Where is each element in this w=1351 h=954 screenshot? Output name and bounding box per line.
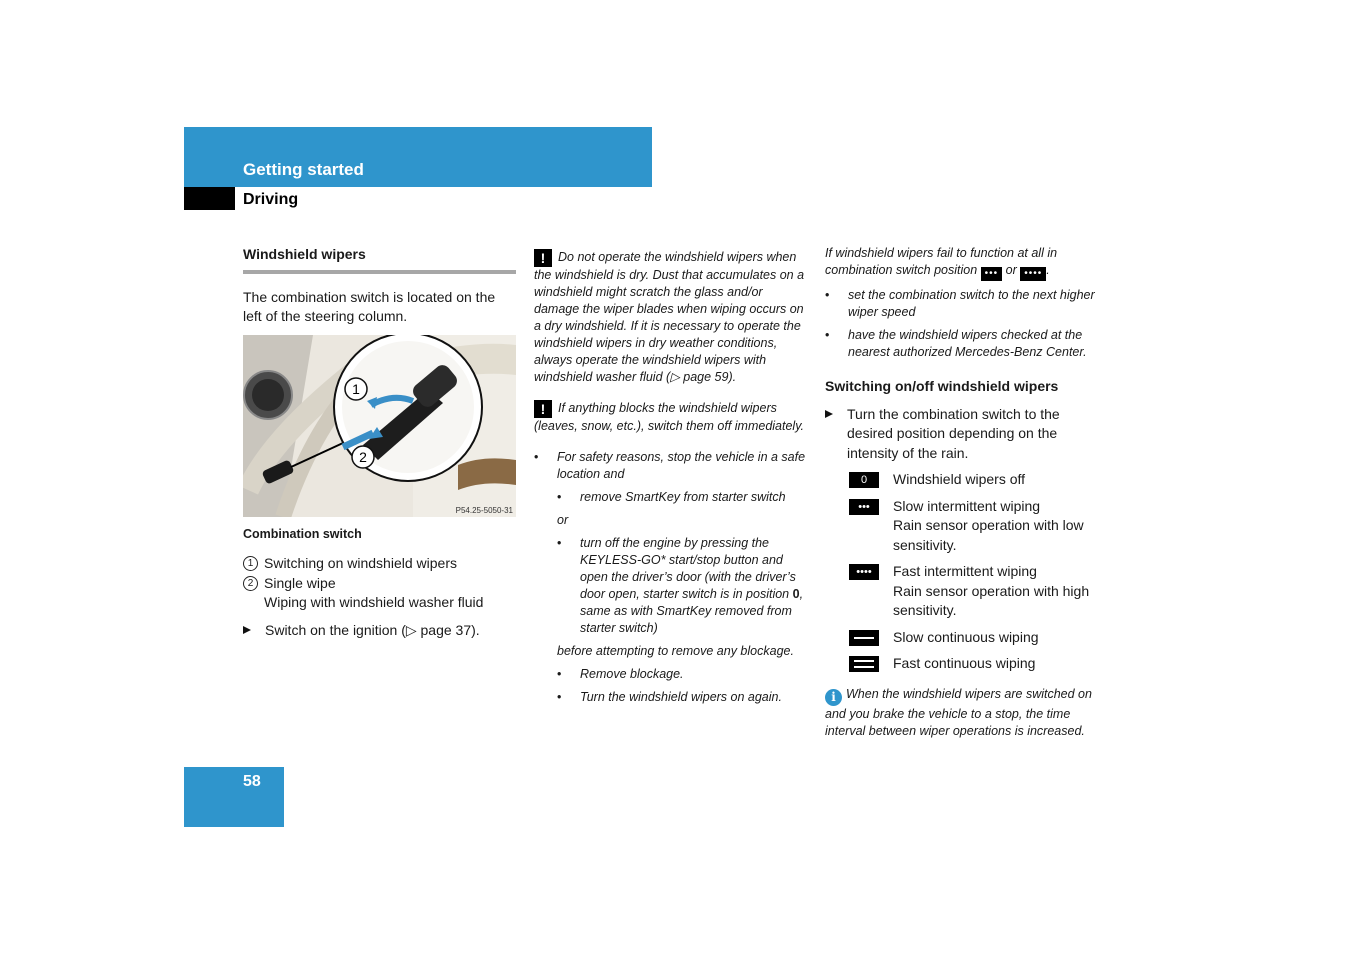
list-item-text: turn off the engine by pressing the KEYLESS-GO* start/stop button and open the driver’s door (with the driver’s door open, starter switch is in position: [580, 536, 796, 601]
warning-dry-windshield: [534, 249, 806, 386]
list-item: [557, 666, 806, 683]
column-left: [243, 245, 516, 640]
list-item-text: have the windshield wipers checked at the nearest authorized Mercedes-Benz Center.: [848, 328, 1087, 359]
bullet-icon: •: [557, 667, 562, 681]
heading-rule: [243, 270, 516, 274]
combination-switch-figure: [243, 335, 516, 517]
list-item-text: Remove blockage.: [580, 667, 684, 681]
switch-position-label: Windshield wipers off: [893, 471, 1026, 487]
warning-icon: !: [534, 249, 552, 267]
slow-intermittent-icon: •••: [981, 267, 1003, 281]
bullet-icon: •: [825, 288, 830, 302]
list-item-text: Turn the windshield wipers on again.: [580, 690, 782, 704]
page-number-box: [184, 767, 284, 827]
section-tab-marker: [184, 187, 235, 210]
list-item-text: For safety reasons, stop the vehicle in a safe location and: [557, 450, 806, 481]
figure-callout-2: 2: [359, 448, 367, 465]
bullet-icon: •: [557, 490, 562, 504]
warning-blocked-wipers: [534, 400, 806, 435]
fast-intermittent-icon: ••••: [1020, 267, 1046, 281]
list-item: [243, 574, 516, 613]
list-item: [534, 449, 806, 483]
failure-paragraph: If windshield wipers fail to function at all in combination switch position ••• or •••• .: [825, 246, 1058, 279]
switch-position-label: Slow continuous wiping: [893, 628, 1039, 645]
instruction-step: [825, 405, 1101, 464]
figure-callout-1: 1: [352, 380, 360, 397]
switch-position-row: [825, 497, 1101, 556]
info-icon: i: [825, 689, 842, 706]
subheading-switching-wipers: Switching on/off windshield wipers: [825, 378, 1059, 394]
step-text: Turn the combination switch to the desired position depending on the intensity of the rain.: [847, 405, 1060, 461]
column-right: [825, 245, 1101, 740]
combination-switch-illustration: [243, 335, 516, 517]
info-text: When the windshield wipers are switched on and you brake the vehicle to a stop, the time interval between wiper operations is increased.: [825, 686, 1092, 738]
callout-number: 1: [243, 556, 258, 571]
step-text: Switch on the ignition (▷ page 37).: [265, 621, 480, 638]
step-arrow-icon: [243, 626, 251, 634]
list-item: [557, 489, 806, 506]
before-text: before attempting to remove any blockage.: [557, 644, 794, 658]
list-item: [825, 327, 1101, 361]
chapter-title: Getting started: [243, 160, 364, 179]
warning-text: Do not operate the windshield wipers when the windshield is dry. Dust that accumulates on a windshield might scratch the glass and/or damage the wiper blades when wiping occurs on a dry windshield. If it is necessary to operate the windshield wipers in dry weather conditions, always operate the windshield wipers with windshield washer fluid (▷ page 59).: [534, 250, 805, 384]
list-item-text: , same as with SmartKey removed from starter switch): [580, 587, 804, 635]
page-number: 58: [243, 773, 261, 790]
instruction-step: [243, 621, 516, 641]
subheading-windshield-wipers: Windshield wipers: [243, 246, 366, 262]
bullet-icon: •: [557, 536, 562, 550]
switch-position-label: Fast continuous wiping: [893, 655, 1036, 671]
switch-position-detail: Rain sensor operation with low sensitivity.: [893, 517, 1084, 553]
list-item: [243, 554, 516, 574]
list-item-text: Switching on windshield wipers: [264, 555, 457, 571]
list-item-text: remove SmartKey from starter switch: [580, 490, 786, 504]
info-note: [825, 686, 1101, 740]
list-item: [825, 287, 1101, 321]
intro-paragraph: The combination switch is located on the left of the steering column.: [243, 288, 496, 324]
list-item-text: set the combination switch to the next higher wiper speed: [848, 288, 1095, 319]
bullet-icon: •: [534, 450, 539, 464]
switch-position-detail: Rain sensor operation with high sensitivity.: [893, 582, 1090, 618]
step-arrow-icon: [825, 410, 833, 418]
switch-position-row: [825, 562, 1101, 621]
warning-text: If anything blocks the windshield wipers (leaves, snow, etc.), switch them off immediately.: [534, 401, 805, 433]
switch-position-row: [825, 654, 1101, 674]
bullet-icon: •: [825, 328, 830, 342]
switch-position-label: Fast intermittent wiping: [893, 563, 1037, 579]
column-middle: [534, 249, 806, 712]
warning-icon: !: [534, 400, 552, 418]
list-item: [557, 689, 806, 706]
callout-number: 2: [243, 576, 258, 591]
position-zero: 0: [792, 587, 800, 601]
bullet-icon: •: [557, 690, 562, 704]
wiper-off-icon: 0: [849, 472, 879, 488]
fast-continuous-icon: [849, 656, 879, 672]
fast-intermittent-icon: ••••: [849, 564, 879, 580]
switch-position-label: Slow intermittent wiping: [893, 497, 1041, 514]
figure-code: P54.25-5050-31: [455, 505, 513, 515]
slow-continuous-icon: [849, 630, 879, 646]
or-separator: or: [557, 513, 569, 527]
list-item: [557, 535, 806, 637]
section-title: Driving: [243, 191, 299, 208]
list-item-subtext: Wiping with windshield washer fluid: [264, 594, 484, 610]
figure-caption: Combination switch: [243, 526, 362, 541]
list-item-text: Single wipe: [264, 574, 336, 591]
switch-position-row: [825, 628, 1101, 648]
switch-position-row: [825, 470, 1101, 490]
slow-intermittent-icon: •••: [849, 499, 879, 515]
